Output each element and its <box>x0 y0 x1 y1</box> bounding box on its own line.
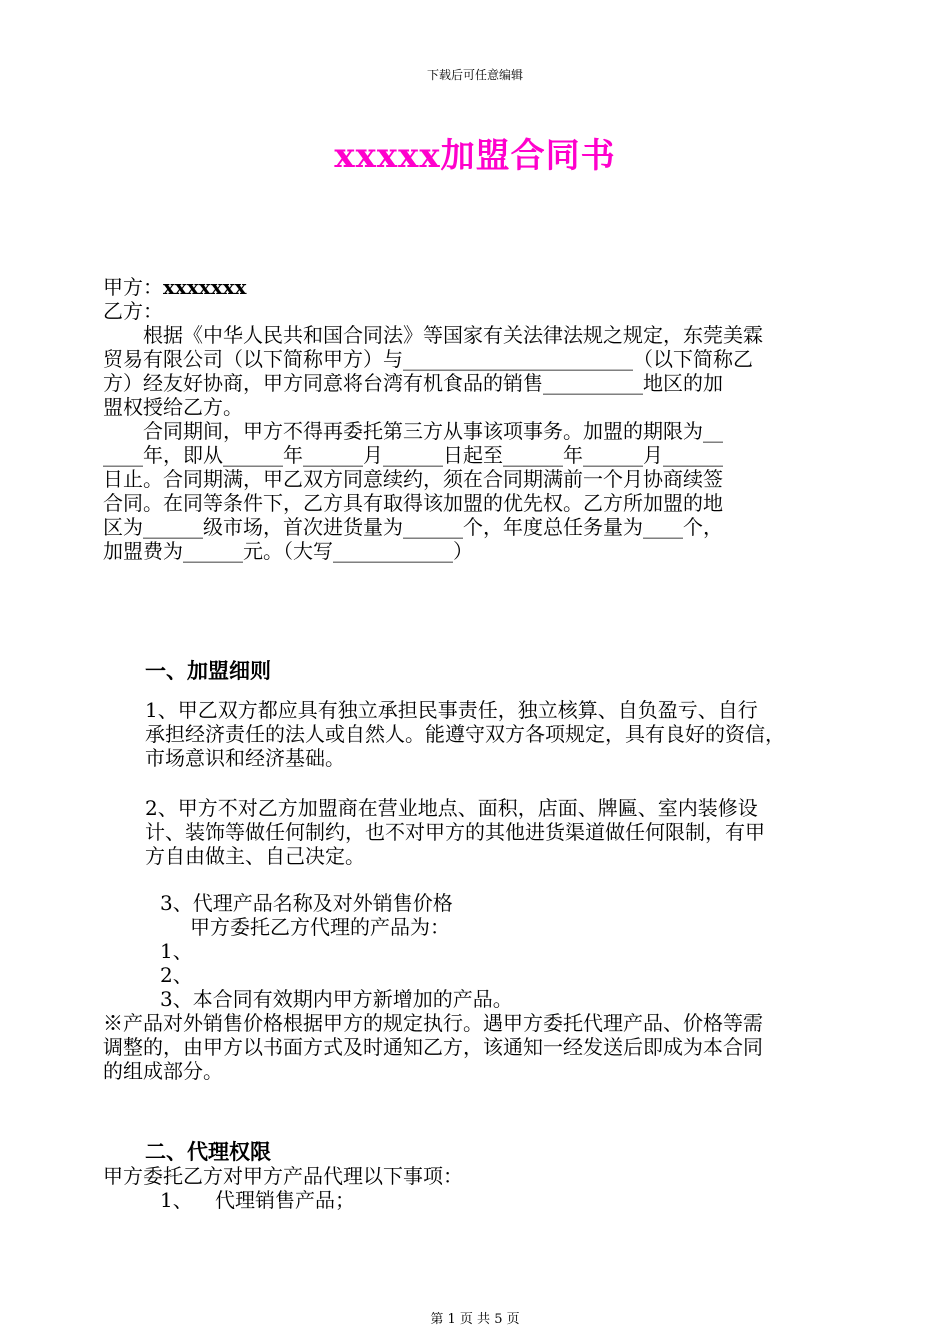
section2-body <box>103 1164 851 1212</box>
item-line: 市场意识和经济基础。 <box>145 746 345 770</box>
section2-item1 <box>103 1188 851 1212</box>
item3-list-item: 2、 <box>160 963 193 987</box>
intro-line: 盟权授给乙方。 <box>103 395 243 419</box>
item-line: 1、甲乙双方都应具有独立承担民事责任，独立核算、自负盈亏、自行 <box>145 698 758 722</box>
document-title: xxxxx加盟合同书 <box>334 136 616 176</box>
contract-preamble <box>103 275 851 563</box>
section2-heading: 二、代理权限 <box>145 1139 271 1164</box>
section1-item1 <box>145 698 865 770</box>
item-line: 2、甲方不对乙方加盟商在营业地点、面积，店面、牌匾、室内装修设 <box>145 796 758 820</box>
item3-list-item: 3、本合同有效期内甲方新增加的产品。 <box>160 987 513 1011</box>
section2-item1-num: 1、 <box>160 1188 193 1212</box>
term-line: ____年，即从______年______月______日起至______年______月______ <box>103 443 723 467</box>
party-a-line <box>103 275 851 299</box>
item3-title: 3、代理产品名称及对外销售价格 <box>160 891 453 915</box>
item3-sub: 甲方委托乙方代理的产品为： <box>190 915 450 939</box>
intro-line: 贸易有限公司（以下简称甲方）与_______________________（以下简称乙 <box>103 347 753 371</box>
term-line: 合同期间，甲方不得再委托第三方从事该项事务。加盟的期限为__ <box>143 419 723 443</box>
section1-item2 <box>145 796 865 868</box>
term-line: 加盟费为______元。（大写____________） <box>103 539 473 563</box>
term-line: 区为______级市场，首次进货量为______个，年度总任务量为____个， <box>103 515 723 539</box>
section2-intro: 甲方委托乙方对甲方产品代理以下事项： <box>103 1164 463 1188</box>
section2-item1-text: 代理销售产品； <box>215 1188 355 1212</box>
item3-list-item: 1、 <box>160 939 193 963</box>
note-line: 的组成部分。 <box>103 1059 223 1083</box>
party-b-line <box>103 299 851 323</box>
term-line: 合同。在同等条件下，乙方具有取得该加盟的优先权。乙方所加盟的地 <box>103 491 723 515</box>
item-line: 计、装饰等做任何制约，也不对甲方的其他进货渠道做任何限制，有甲 <box>145 820 765 844</box>
note-line: 调整的，由甲方以书面方式及时通知乙方，该通知一经发送后即成为本合同 <box>103 1035 763 1059</box>
item-line: 承担经济责任的法人或自然人。能遵守双方各项规定，具有良好的资信， <box>145 722 785 746</box>
party-a-label: 甲方： <box>103 275 163 299</box>
price-note <box>103 1011 863 1083</box>
intro-line: 方）经友好协商，甲方同意将台湾有机食品的销售__________地区的加 <box>103 371 723 395</box>
party-a-value: xxxxxxx <box>163 275 247 299</box>
note-line: ※产品对外销售价格根据甲方的规定执行。遇甲方委托代理产品、价格等需 <box>103 1011 763 1035</box>
intro-line: 根据《中华人民共和国合同法》等国家有关法律法规之规定，东莞美霖 <box>143 323 763 347</box>
section1-heading: 一、加盟细则 <box>145 658 271 683</box>
item-line: 方自由做主、自己决定。 <box>145 844 365 868</box>
page-footer: 第 1 页 共 5 页 <box>430 1312 520 1327</box>
section1-item3 <box>160 891 860 1011</box>
term-line: 日止。合同期满，甲乙双方同意续约，须在合同期满前一个月协商续签 <box>103 467 723 491</box>
party-b-label: 乙方： <box>103 299 163 323</box>
header-note: 下载后可任意编辑 <box>426 68 523 82</box>
